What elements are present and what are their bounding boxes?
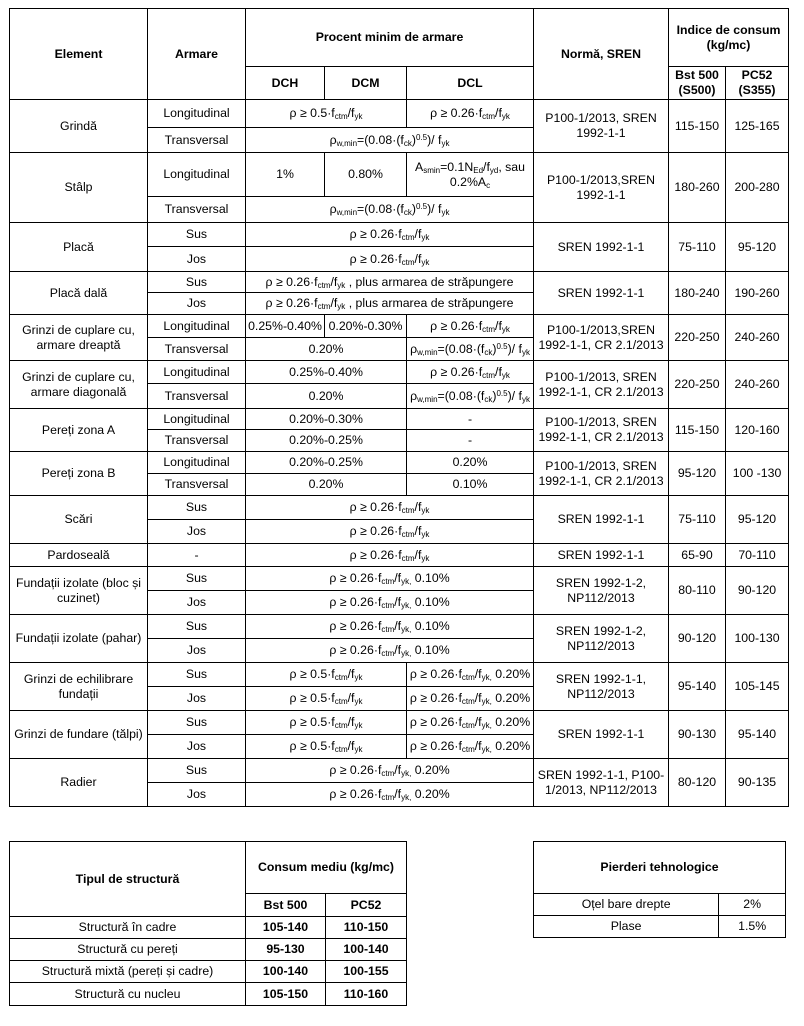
norma-cell: SREN 1992-1-1, NP112/2013 — [534, 663, 669, 711]
pc-cell: 240-260 — [726, 361, 789, 409]
dch-dcm-cell: $\rho \ge 0.5\cdot f_{ctm}/f_{yk}$ — [246, 711, 407, 735]
header-procent: Procent minim de armare — [246, 9, 534, 67]
dch-dcm-cell: 0.20% — [246, 384, 407, 409]
norma-cell: P100-1/2013, SREN 1992-1-1, CR 2.1/2013 — [534, 409, 669, 452]
element-grinda: Grindă — [10, 100, 148, 153]
element-pereti-a: Pereți zona A — [10, 409, 148, 452]
armare-cell: Jos — [148, 687, 246, 711]
formula-cell: $\rho \ge 0.26\cdot f_{ctm}/f_{yk}$ — [246, 544, 534, 567]
armare-cell: Longitudinal — [148, 361, 246, 384]
pc-cell: 240-260 — [726, 315, 789, 361]
armare-cell: Jos — [148, 639, 246, 663]
header-consum-mediu: Consum mediu (kg/mc) — [246, 842, 407, 894]
structure-name: Structură mixtă (pereți și cadre) — [10, 961, 246, 983]
dch-dcm-cell: $\rho \ge 0.5\cdot f_{ctm}/f_{yk}$ — [246, 735, 407, 759]
header-tip-structura: Tipul de structură — [10, 842, 246, 917]
pc-cell: 100-130 — [726, 615, 789, 663]
element-fundatii-pahar: Fundații izolate (pahar) — [10, 615, 148, 663]
dcl-cell: 0.20% — [407, 452, 534, 474]
dcl-cell: - — [407, 430, 534, 452]
norma-cell: P100-1/2013,SREN 1992-1-1, CR 2.1/2013 — [534, 315, 669, 361]
armare-cell: Longitudinal — [148, 409, 246, 430]
pc-cell: 95-120 — [726, 496, 789, 544]
element-radier: Radier — [10, 759, 148, 807]
structure-name: Structură cu pereți — [10, 939, 246, 961]
dcl-cell: $\rho \ge 0.26\cdot f_{ctm}/f_{yk,}$ 0.20% — [407, 711, 534, 735]
element-cuplare-dreapta: Grinzi de cuplare cu, armare dreaptă — [10, 315, 148, 361]
dch-dcm-cell: 0.20% — [246, 474, 407, 496]
bst-value: 100-140 — [246, 961, 326, 983]
element-scari: Scări — [10, 496, 148, 544]
dch-dcm-cell: 0.20%-0.30% — [246, 409, 407, 430]
armare-cell: Longitudinal — [148, 153, 246, 197]
average-consumption-table — [9, 841, 407, 1006]
dcl-cell: $\rho \ge 0.26\cdot f_{ctm}/f_{yk}$ — [407, 100, 534, 128]
header-dcm: DCM — [325, 67, 407, 100]
pc-cell: 200-280 — [726, 153, 789, 223]
formula-cell: $\rho \ge 0.26\cdot f_{ctm}/f_{yk}$ — [246, 223, 534, 247]
header-bst: Bst 500 (S500) — [669, 67, 726, 100]
armare-cell: Sus — [148, 759, 246, 783]
element-pereti-b: Pereți zona B — [10, 452, 148, 496]
pc-cell: 90-135 — [726, 759, 789, 807]
dcl-cell: $\rho \ge 0.26\cdot f_{ctm}/f_{yk,}$ 0.20% — [407, 735, 534, 759]
pc-cell: 70-110 — [726, 544, 789, 567]
loss-value: 1.5% — [719, 916, 786, 938]
dch-dcm-cell: $\rho \ge 0.5\cdot f_{ctm}/f_{yk}$ — [246, 100, 407, 128]
armare-cell: Sus — [148, 567, 246, 591]
bst-cell: 95-140 — [669, 663, 726, 711]
bst-cell: 75-110 — [669, 496, 726, 544]
armare-cell: Transversal — [148, 197, 246, 223]
norma-cell: SREN 1992-1-1, P100-1/2013, NP112/2013 — [534, 759, 669, 807]
pc-cell: 120-160 — [726, 409, 789, 452]
pc-cell: 100 -130 — [726, 452, 789, 496]
bst-cell: 180-260 — [669, 153, 726, 223]
dch-dcm-cell: 0.20%-0.25% — [246, 430, 407, 452]
pc-cell: 105-145 — [726, 663, 789, 711]
header-dcl: DCL — [407, 67, 534, 100]
element-placa: Placă — [10, 223, 148, 272]
norma-cell: SREN 1992-1-1 — [534, 223, 669, 272]
structure-name: Structură în cadre — [10, 917, 246, 939]
bst-cell: 115-150 — [669, 100, 726, 153]
armare-cell: Sus — [148, 272, 246, 293]
dcm-cell: 0.80% — [325, 153, 407, 197]
norma-cell: P100-1/2013, SREN 1992-1-1 — [534, 100, 669, 153]
dcl-cell: 0.10% — [407, 474, 534, 496]
element-pardoseala: Pardoseală — [10, 544, 148, 567]
dch-cell: 0.25%-0.40% — [246, 315, 325, 338]
header-pierderi: Pierderi tehnologice — [534, 842, 786, 894]
pc-cell: 90-120 — [726, 567, 789, 615]
dcl-cell: $\rho_{w,min}=(0.08\cdot(f_{ck})^{0.5})/$ $f_{yk}$ — [407, 384, 534, 409]
pc-value: 100-140 — [326, 939, 407, 961]
formula-cell: $\rho \ge 0.26\cdot f_{ctm}/f_{yk}$ — [246, 247, 534, 272]
dch-dcm-cell: $\rho \ge 0.5\cdot f_{ctm}/f_{yk}$ — [246, 663, 407, 687]
dcl-cell: $\rho_{w,min}=(0.08\cdot(f_{ck})^{0.5})/$ $f_{yk}$ — [407, 338, 534, 361]
dcm-cell: 0.20%-0.30% — [325, 315, 407, 338]
bst-value: 95-130 — [246, 939, 326, 961]
dcl-cell: $\rho \ge 0.26\cdot f_{ctm}/f_{yk,}$ 0.20% — [407, 687, 534, 711]
formula-cell: $\rho \ge 0.26\cdot f_{ctm}/f_{yk,}$ 0.20% — [246, 759, 534, 783]
bst-cell: 220-250 — [669, 315, 726, 361]
pc-value: 110-150 — [326, 917, 407, 939]
header-dch: DCH — [246, 67, 325, 100]
pc-cell: 95-140 — [726, 711, 789, 759]
norma-cell: SREN 1992-1-1 — [534, 544, 669, 567]
bst-cell: 80-110 — [669, 567, 726, 615]
armare-cell: Jos — [148, 735, 246, 759]
header-pc: PC52 — [326, 894, 407, 917]
pc-cell: 125-165 — [726, 100, 789, 153]
header-element: Element — [10, 9, 148, 100]
pc-value: 100-155 — [326, 961, 407, 983]
element-talpi: Grinzi de fundare (tălpi) — [10, 711, 148, 759]
element-fundatii-bloc: Fundații izolate (bloc și cuzinet) — [10, 567, 148, 615]
armare-cell: Longitudinal — [148, 100, 246, 128]
formula-cell: $\rho_{w,min}=(0.08\cdot(f_{ck})^{0.5})/$ $f_{yk}$ — [246, 197, 534, 223]
formula-cell: $\rho \ge 0.26\cdot f_{ctm}/f_{yk,}$ 0.20% — [246, 783, 534, 807]
armare-cell: Jos — [148, 783, 246, 807]
bst-cell: 80-120 — [669, 759, 726, 807]
loss-value: 2% — [719, 894, 786, 916]
technological-losses-table — [533, 841, 786, 938]
bst-value: 105-150 — [246, 983, 326, 1006]
structure-name: Structură cu nucleu — [10, 983, 246, 1006]
armare-cell: Transversal — [148, 338, 246, 361]
dch-cell: 1% — [246, 153, 325, 197]
norma-cell: SREN 1992-1-1 — [534, 711, 669, 759]
armare-cell: Transversal — [148, 474, 246, 496]
armare-cell: Longitudinal — [148, 452, 246, 474]
dcl-cell: $\rho \ge 0.26\cdot f_{ctm}/f_{yk,}$ 0.20% — [407, 663, 534, 687]
armare-cell: - — [148, 544, 246, 567]
element-stalp: Stâlp — [10, 153, 148, 223]
bst-cell: 90-120 — [669, 615, 726, 663]
element-cuplare-diagonala: Grinzi de cuplare cu, armare diagonală — [10, 361, 148, 409]
bst-cell: 75-110 — [669, 223, 726, 272]
norma-cell: SREN 1992-1-2, NP112/2013 — [534, 615, 669, 663]
element-placa-dala: Placă dală — [10, 272, 148, 315]
armare-cell: Transversal — [148, 384, 246, 409]
pc-cell: 190-260 — [726, 272, 789, 315]
formula-cell: $\rho \ge 0.26\cdot f_{ctm}/f_{yk}$ — [246, 520, 534, 544]
bst-cell: 115-150 — [669, 409, 726, 452]
norma-cell: SREN 1992-1-2, NP112/2013 — [534, 567, 669, 615]
armare-cell: Longitudinal — [148, 315, 246, 338]
armare-cell: Transversal — [148, 430, 246, 452]
bst-cell: 220-250 — [669, 361, 726, 409]
pc-value: 110-160 — [326, 983, 407, 1006]
norma-cell: P100-1/2013, SREN 1992-1-1, CR 2.1/2013 — [534, 452, 669, 496]
norma-cell: P100-1/2013, SREN 1992-1-1, CR 2.1/2013 — [534, 361, 669, 409]
armare-cell: Sus — [148, 223, 246, 247]
header-norma: Normă, SREN — [534, 9, 669, 100]
formula-cell: $\rho \ge 0.26\cdot f_{ctm}/f_{yk,}$ 0.10% — [246, 591, 534, 615]
pc-cell: 95-120 — [726, 223, 789, 272]
dch-dcm-cell: $\rho \ge 0.5\cdot f_{ctm}/f_{yk}$ — [246, 687, 407, 711]
formula-cell: $\rho \ge 0.26\cdot f_{ctm}/f_{yk,}$ 0.10% — [246, 567, 534, 591]
dcl-cell: $\rho \ge 0.26\cdot f_{ctm}/f_{yk}$ — [407, 315, 534, 338]
armare-cell: Jos — [148, 293, 246, 315]
bst-cell: 90-130 — [669, 711, 726, 759]
bst-value: 105-140 — [246, 917, 326, 939]
armare-cell: Jos — [148, 591, 246, 615]
dcl-cell: $A_{smin}=0.1N_{Ed}/f_{yd}$, sau $0.2\%A_c$ — [407, 153, 534, 197]
header-indice: Indice de consum (kg/mc) — [669, 9, 789, 67]
norma-cell: P100-1/2013,SREN 1992-1-1 — [534, 153, 669, 223]
formula-cell: $\rho \ge 0.26\cdot f_{ctm}/f_{yk}$ , plus armarea de străpungere — [246, 293, 534, 315]
dch-dcm-cell: 0.20% — [246, 338, 407, 361]
formula-cell: $\rho_{w,min}=(0.08\cdot(f_{ck})^{0.5})/$ $f_{yk}$ — [246, 128, 534, 153]
armare-cell: Transversal — [148, 128, 246, 153]
element-echilibrare: Grinzi de echilibrare fundații — [10, 663, 148, 711]
norma-cell: SREN 1992-1-1 — [534, 272, 669, 315]
header-bst: Bst 500 — [246, 894, 326, 917]
armare-cell: Jos — [148, 247, 246, 272]
bst-cell: 180-240 — [669, 272, 726, 315]
formula-cell: $\rho \ge 0.26\cdot f_{ctm}/f_{yk,}$ 0.10% — [246, 639, 534, 663]
loss-name: Plase — [534, 916, 719, 938]
bst-cell: 65-90 — [669, 544, 726, 567]
formula-cell: $\rho \ge 0.26\cdot f_{ctm}/f_{yk}$ — [246, 496, 534, 520]
armare-cell: Sus — [148, 615, 246, 639]
dch-dcm-cell: 0.20%-0.25% — [246, 452, 407, 474]
dch-dcm-cell: 0.25%-0.40% — [246, 361, 407, 384]
header-pc: PC52 (S355) — [726, 67, 789, 100]
formula-cell: $\rho \ge 0.26\cdot f_{ctm}/f_{yk}$ , plus armarea de străpungere — [246, 272, 534, 293]
header-armare: Armare — [148, 9, 246, 100]
armare-cell: Sus — [148, 663, 246, 687]
armare-cell: Sus — [148, 711, 246, 735]
norma-cell: SREN 1992-1-1 — [534, 496, 669, 544]
reinforcement-table — [9, 8, 789, 807]
bst-cell: 95-120 — [669, 452, 726, 496]
dcl-cell: $\rho \ge 0.26\cdot f_{ctm}/f_{yk}$ — [407, 361, 534, 384]
loss-name: Oțel bare drepte — [534, 894, 719, 916]
dcl-cell: - — [407, 409, 534, 430]
armare-cell: Jos — [148, 520, 246, 544]
armare-cell: Sus — [148, 496, 246, 520]
formula-cell: $\rho \ge 0.26\cdot f_{ctm}/f_{yk,}$ 0.10% — [246, 615, 534, 639]
